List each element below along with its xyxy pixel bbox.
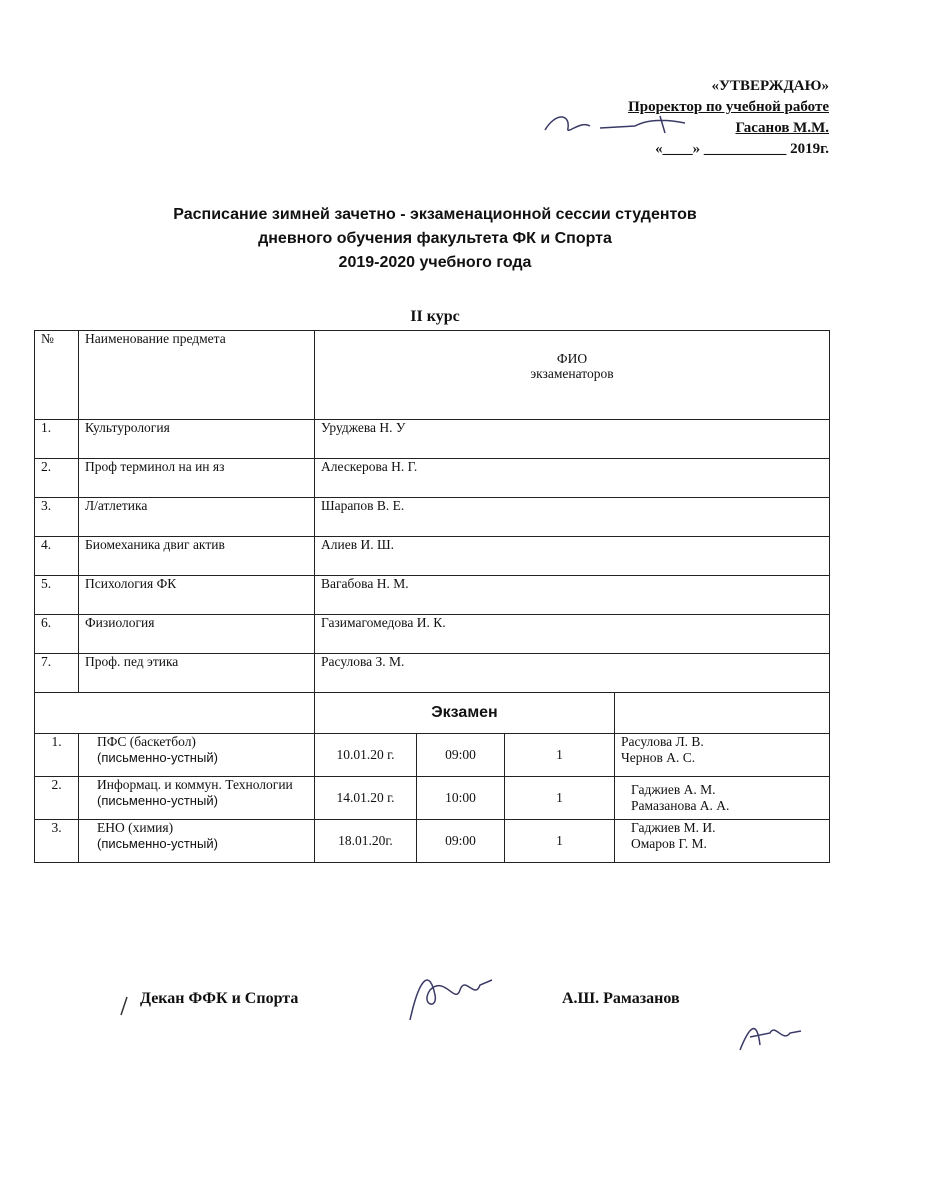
exam-num: 1. [35, 734, 79, 777]
table-row [35, 576, 830, 615]
table-row [35, 615, 830, 654]
header-fio-line-1: ФИО [556, 351, 588, 366]
exam-row [35, 820, 830, 863]
exam-date: 14.01.20 г. [315, 777, 417, 820]
pen-mark-icon [118, 995, 130, 1017]
table-row [35, 654, 830, 693]
exam-room: 1 [505, 820, 615, 863]
exam-date: 10.01.20 г. [315, 734, 417, 777]
exam-header-empty-right [615, 693, 830, 734]
exam-examiner-2: Омаров Г. М. [631, 836, 707, 851]
table-row [35, 459, 830, 498]
table-header-row [35, 331, 830, 420]
row-examiner: Вагабова Н. М. [315, 576, 830, 615]
row-num: 1. [35, 420, 79, 459]
exam-row [35, 734, 830, 777]
exam-time: 09:00 [417, 820, 505, 863]
table-row [35, 498, 830, 537]
exam-examiner-1: Гаджиев М. И. [631, 820, 716, 835]
row-subject: Проф терминол на ин яз [79, 459, 315, 498]
exam-date: 18.01.20г. [315, 820, 417, 863]
exam-subject [79, 777, 315, 820]
row-examiner: Уруджева Н. У [315, 420, 830, 459]
exam-subject-format: (письменно-устный) [97, 836, 218, 851]
exam-subject [79, 820, 315, 863]
exam-num: 3. [35, 820, 79, 863]
exam-examiner-2: Чернов А. С. [621, 750, 696, 765]
title-line-3: 2019-2020 учебного года [338, 254, 532, 271]
row-subject: Проф. пед этика [79, 654, 315, 693]
row-examiner: Расулова З. М. [315, 654, 830, 693]
approval-date: «____» ___________ 2019г. [655, 141, 829, 157]
header-fio-line-2: экзаменаторов [530, 366, 614, 381]
row-examiner: Газимагомедова И. К. [315, 615, 830, 654]
header-num: № [35, 331, 79, 420]
signature-initials-icon [735, 1015, 805, 1055]
approval-person: Гасанов М.М. [735, 120, 829, 136]
exam-subject-format: (письменно-устный) [97, 793, 218, 808]
table-row [35, 420, 830, 459]
row-num: 2. [35, 459, 79, 498]
exam-num: 2. [35, 777, 79, 820]
signature-top-icon [540, 108, 710, 138]
row-num: 3. [35, 498, 79, 537]
exam-time: 09:00 [417, 734, 505, 777]
row-examiner: Алескерова Н. Г. [315, 459, 830, 498]
header-subject: Наименование предмета [79, 331, 315, 420]
exam-examiner-1: Расулова Л. В. [621, 734, 704, 749]
title-line-2: дневного обучения факультета ФК и Спорта [258, 230, 612, 247]
exam-subject-name: Информац. и коммун. Технологии [97, 777, 293, 792]
exam-examiner-2: Рамазанова А. А. [631, 798, 730, 813]
exam-room: 1 [505, 734, 615, 777]
title-line-1: Расписание зимней зачетно - экзаменационной сессии студентов [173, 206, 697, 223]
exam-examiners [615, 820, 830, 863]
footer-name: А.Ш. Рамазанов [562, 990, 680, 1007]
exam-header-row [35, 693, 830, 734]
exam-row [35, 777, 830, 820]
exam-examiners [615, 777, 830, 820]
exam-examiners [615, 734, 830, 777]
exam-title: Экзамен [315, 693, 615, 734]
row-examiner: Шарапов В. Е. [315, 498, 830, 537]
exam-subject-format: (письменно-устный) [97, 750, 218, 765]
exam-room: 1 [505, 777, 615, 820]
row-subject: Культурология [79, 420, 315, 459]
row-num: 7. [35, 654, 79, 693]
exam-time: 10:00 [417, 777, 505, 820]
exam-subject [79, 734, 315, 777]
row-examiner: Алиев И. Ш. [315, 537, 830, 576]
row-subject: Физиология [79, 615, 315, 654]
row-subject: Л/атлетика [79, 498, 315, 537]
row-num: 5. [35, 576, 79, 615]
row-subject: Биомеханика двиг актив [79, 537, 315, 576]
signature-dean-icon [400, 965, 500, 1025]
table-row [35, 537, 830, 576]
document-title [0, 203, 870, 275]
exam-subject-name: ПФС (баскетбол) [97, 734, 196, 749]
row-num: 6. [35, 615, 79, 654]
exam-examiner-1: Гаджиев А. М. [631, 782, 716, 797]
approval-heading: «УТВЕРЖДАЮ» [711, 78, 829, 94]
course-label: II курс [410, 308, 460, 325]
exam-header-empty [35, 693, 315, 734]
row-subject: Психология ФК [79, 576, 315, 615]
footer-role: Декан ФФК и Спорта [140, 990, 299, 1007]
header-fio [315, 331, 830, 420]
schedule-table [34, 330, 830, 863]
exam-subject-name: ЕНО (химия) [97, 820, 174, 835]
row-num: 4. [35, 537, 79, 576]
approval-position: Проректор по учебной работе [628, 99, 829, 115]
